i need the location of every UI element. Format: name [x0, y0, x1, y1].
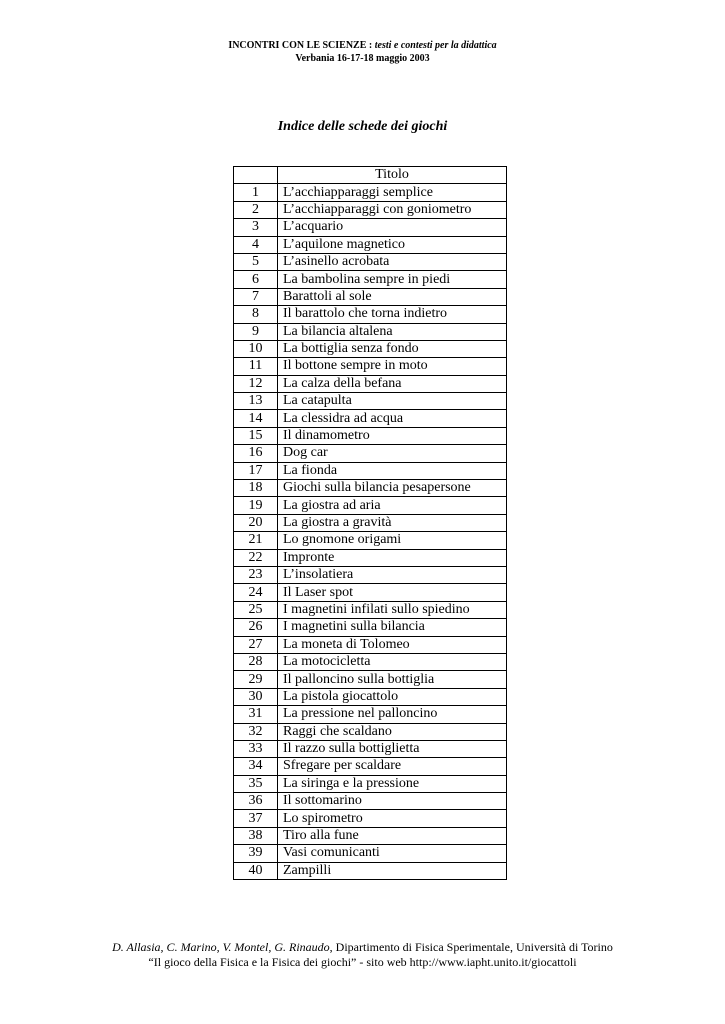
- row-number: 32: [234, 723, 278, 740]
- table-row: [234, 253, 507, 270]
- row-number: 15: [234, 427, 278, 444]
- table-row: [234, 497, 507, 514]
- row-title: Vasi comunicanti: [278, 845, 507, 862]
- table-row: [234, 688, 507, 705]
- table-row: [234, 462, 507, 479]
- row-number: 23: [234, 566, 278, 583]
- page-footer: [0, 940, 725, 970]
- footer-credits: [0, 940, 725, 955]
- row-number: 6: [234, 271, 278, 288]
- row-title: La siringa e la pressione: [278, 775, 507, 792]
- row-number: 36: [234, 793, 278, 810]
- table-row: [234, 445, 507, 462]
- row-title: Il palloncino sulla bottiglia: [278, 671, 507, 688]
- row-title: La fionda: [278, 462, 507, 479]
- row-number: 1: [234, 184, 278, 201]
- row-number: 18: [234, 480, 278, 497]
- table-row: [234, 793, 507, 810]
- table-row: [234, 480, 507, 497]
- row-title: La pistola giocattolo: [278, 688, 507, 705]
- row-number: 9: [234, 323, 278, 340]
- row-title: Zampilli: [278, 862, 507, 879]
- row-title: I magnetini infilati sullo spiedino: [278, 601, 507, 618]
- table-row: [234, 566, 507, 583]
- row-title: La clessidra ad acqua: [278, 410, 507, 427]
- row-number: 17: [234, 462, 278, 479]
- table-row: [234, 775, 507, 792]
- table-row: [234, 514, 507, 531]
- games-index-table: [233, 166, 507, 880]
- row-title: Barattoli al sole: [278, 288, 507, 305]
- row-title: La pressione nel palloncino: [278, 706, 507, 723]
- table-row: [234, 358, 507, 375]
- table-row: [234, 723, 507, 740]
- row-number: 34: [234, 758, 278, 775]
- row-title: Il dinamometro: [278, 427, 507, 444]
- table-row: [234, 810, 507, 827]
- conference-subtitle: testi e contesti per la didattica: [374, 40, 497, 51]
- row-number: 3: [234, 219, 278, 236]
- row-number: 8: [234, 306, 278, 323]
- table-row: [234, 619, 507, 636]
- row-number: 24: [234, 584, 278, 601]
- table-row: [234, 410, 507, 427]
- page-header: [0, 39, 725, 65]
- row-number: 29: [234, 671, 278, 688]
- table-row: [234, 549, 507, 566]
- row-title: Sfregare per scaldare: [278, 758, 507, 775]
- table-row: [234, 201, 507, 218]
- row-number: 16: [234, 445, 278, 462]
- row-title: La catapulta: [278, 393, 507, 410]
- row-number: 2: [234, 201, 278, 218]
- row-title: I magnetini sulla bilancia: [278, 619, 507, 636]
- row-title: La giostra ad aria: [278, 497, 507, 514]
- row-number: 39: [234, 845, 278, 862]
- conference-name: INCONTRI CON LE SCIENZE :: [228, 40, 375, 51]
- table-row: [234, 323, 507, 340]
- table-row: [234, 393, 507, 410]
- row-number: 35: [234, 775, 278, 792]
- row-number: 28: [234, 653, 278, 670]
- row-number: 20: [234, 514, 278, 531]
- row-title: La bottiglia senza fondo: [278, 340, 507, 357]
- row-title: La moneta di Tolomeo: [278, 636, 507, 653]
- row-number: 40: [234, 862, 278, 879]
- row-title: L’acchiapparaggi semplice: [278, 184, 507, 201]
- row-title: Giochi sulla bilancia pesapersone: [278, 480, 507, 497]
- row-number: 37: [234, 810, 278, 827]
- footer-website: “Il gioco della Fisica e la Fisica dei giochi” - sito web http://www.iapht.unito.it/giocattoli: [148, 955, 577, 969]
- row-title: L’acquario: [278, 219, 507, 236]
- row-number: 26: [234, 619, 278, 636]
- row-number: 4: [234, 236, 278, 253]
- table-row: [234, 532, 507, 549]
- table-row: [234, 584, 507, 601]
- row-number: 31: [234, 706, 278, 723]
- row-number: 12: [234, 375, 278, 392]
- row-title: L’aquilone magnetico: [278, 236, 507, 253]
- row-number: 25: [234, 601, 278, 618]
- row-number: 11: [234, 358, 278, 375]
- table-row: [234, 288, 507, 305]
- row-title: L’insolatiera: [278, 566, 507, 583]
- row-title: Il razzo sulla bottiglietta: [278, 740, 507, 757]
- row-number: 19: [234, 497, 278, 514]
- row-number: 5: [234, 253, 278, 270]
- table-row: [234, 653, 507, 670]
- row-title: Lo gnomone origami: [278, 532, 507, 549]
- table-row: [234, 271, 507, 288]
- table-row: [234, 740, 507, 757]
- table-row: [234, 184, 507, 201]
- footer-authors: D. Allasia, C. Marino, V. Montel, G. Rinaudo: [112, 940, 330, 954]
- table-row: [234, 827, 507, 844]
- table-row: [234, 236, 507, 253]
- table-row: [234, 427, 507, 444]
- table-header-row: [234, 167, 507, 184]
- row-number: 10: [234, 340, 278, 357]
- row-number: 22: [234, 549, 278, 566]
- row-title: La bambolina sempre in piedi: [278, 271, 507, 288]
- row-number: 21: [234, 532, 278, 549]
- footer-affiliation: , Dipartimento di Fisica Sperimentale, Università di Torino: [329, 940, 613, 954]
- conference-title: [0, 39, 725, 52]
- row-title: Lo spirometro: [278, 810, 507, 827]
- row-title: Raggi che scaldano: [278, 723, 507, 740]
- row-number: 27: [234, 636, 278, 653]
- table-row: [234, 671, 507, 688]
- table-row: [234, 219, 507, 236]
- row-title: L’acchiapparaggi con goniometro: [278, 201, 507, 218]
- row-title: Il Laser spot: [278, 584, 507, 601]
- title-column-header: Titolo: [278, 167, 507, 184]
- row-number: 38: [234, 827, 278, 844]
- row-title: La motocicletta: [278, 653, 507, 670]
- row-title: Dog car: [278, 445, 507, 462]
- row-title: Il bottone sempre in moto: [278, 358, 507, 375]
- row-title: La giostra a gravità: [278, 514, 507, 531]
- row-number: 7: [234, 288, 278, 305]
- row-title: La calza della befana: [278, 375, 507, 392]
- row-number: 30: [234, 688, 278, 705]
- row-title: Il barattolo che torna indietro: [278, 306, 507, 323]
- row-number: 33: [234, 740, 278, 757]
- row-title: Il sottomarino: [278, 793, 507, 810]
- table-row: [234, 845, 507, 862]
- number-column-header: [234, 167, 278, 184]
- row-number: 13: [234, 393, 278, 410]
- row-title: L’asinello acrobata: [278, 253, 507, 270]
- conference-date: Verbania 16-17-18 maggio 2003: [295, 53, 430, 64]
- table-row: [234, 306, 507, 323]
- table-row: [234, 636, 507, 653]
- table-row: [234, 862, 507, 879]
- page-title: Indice delle schede dei giochi: [277, 119, 448, 134]
- table-row: [234, 758, 507, 775]
- table-body: [234, 184, 507, 880]
- row-title: Tiro alla fune: [278, 827, 507, 844]
- row-title: Impronte: [278, 549, 507, 566]
- table-row: [234, 601, 507, 618]
- table-row: [234, 375, 507, 392]
- row-title: La bilancia altalena: [278, 323, 507, 340]
- table-row: [234, 340, 507, 357]
- row-number: 14: [234, 410, 278, 427]
- table-row: [234, 706, 507, 723]
